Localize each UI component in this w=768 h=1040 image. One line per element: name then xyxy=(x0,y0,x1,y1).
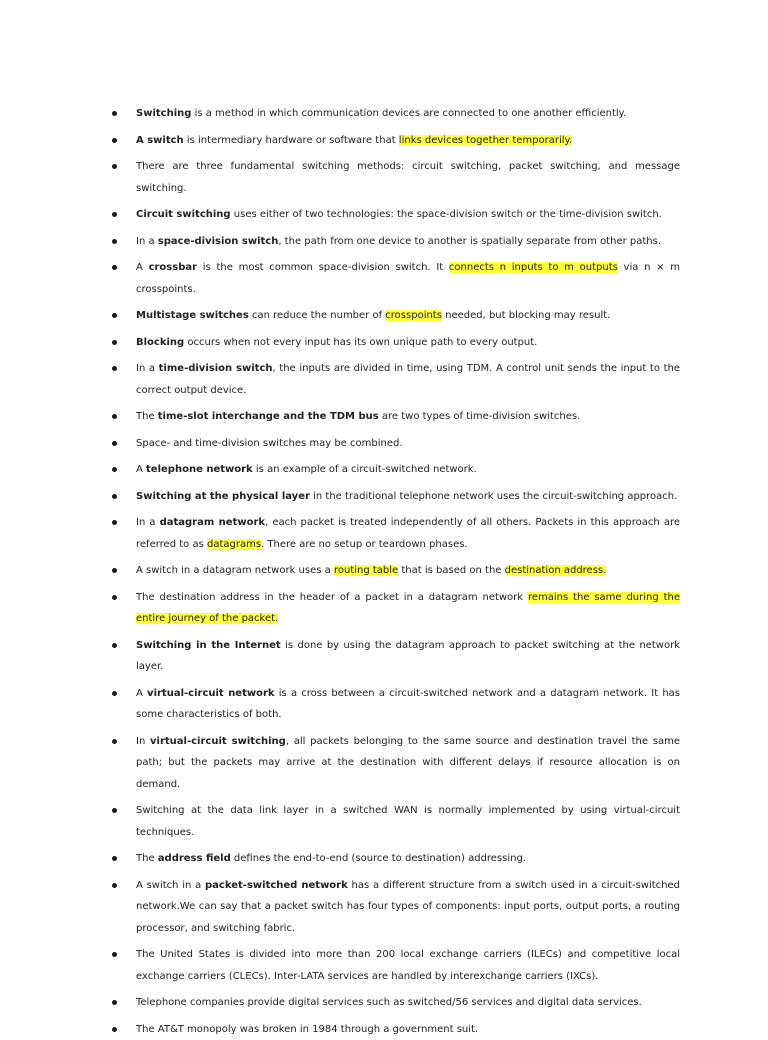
bullet-icon xyxy=(112,856,117,861)
bullet-icon xyxy=(112,467,117,472)
list-item xyxy=(0,231,680,253)
list-item xyxy=(0,512,680,555)
list-item xyxy=(0,130,680,152)
bold-term: space-division switch xyxy=(158,236,279,247)
text-segment: In a xyxy=(136,363,159,374)
text-segment: , the inputs are divided in time, using TDM. A control unit sends the input to the correct output device. xyxy=(136,363,680,396)
bullet-icon xyxy=(112,691,117,696)
list-item xyxy=(0,992,680,1014)
highlighted-text: remains the same during the entire journey of the packet. xyxy=(136,592,680,625)
list-item xyxy=(0,305,680,327)
text-segment: The destination address in the header of a packet in a datagram network xyxy=(136,592,528,603)
list-item xyxy=(0,635,680,678)
bullet-icon xyxy=(112,520,117,525)
text-segment: . There are no setup or teardown phases. xyxy=(261,539,468,550)
list-item xyxy=(0,560,680,582)
bullet-icon xyxy=(112,1027,117,1032)
text-segment: Telephone companies provide digital services such as switched/56 services and digital data services. xyxy=(136,997,642,1008)
list-item xyxy=(0,848,680,870)
bullet-icon xyxy=(112,265,117,270)
text-segment: A switch in a datagram network uses a xyxy=(136,565,334,576)
bold-term: crossbar xyxy=(149,262,197,273)
text-segment: In xyxy=(136,736,150,747)
list-item xyxy=(0,1019,680,1040)
text-segment: , each packet is treated independently of all others. Packets in this approach are referred to as xyxy=(136,517,680,550)
bullet-icon xyxy=(112,883,117,888)
text-segment: A xyxy=(136,688,147,699)
list-item xyxy=(0,587,680,630)
bullet-icon xyxy=(112,164,117,169)
text-segment: Switching at the data link layer in a switched WAN is normally implemented by using virtual-circuit techniques. xyxy=(136,805,680,838)
bold-term: virtual-circuit network xyxy=(147,688,275,699)
highlighted-text: datagrams xyxy=(207,539,261,550)
text-segment: In a xyxy=(136,517,160,528)
text-segment: is a method in which communication devices are connected to one another efficiently. xyxy=(191,108,626,119)
bold-term: datagram network xyxy=(160,517,265,528)
bullet-icon xyxy=(112,313,117,318)
list-item xyxy=(0,944,680,987)
bold-term: Multistage switches xyxy=(136,310,249,321)
bullet-icon xyxy=(112,952,117,957)
text-segment: defines the end-to-end (source to destination) addressing. xyxy=(231,853,526,864)
text-segment: are two types of time-division switches. xyxy=(379,411,581,422)
highlighted-text: routing table xyxy=(334,565,398,576)
bold-term: time-division switch xyxy=(159,363,273,374)
text-segment: The xyxy=(136,411,158,422)
list-item xyxy=(0,204,680,226)
text-segment: occurs when not every input has its own unique path to every output. xyxy=(184,337,537,348)
bullet-icon xyxy=(112,111,117,116)
bullet-icon xyxy=(112,1000,117,1005)
bullet-icon xyxy=(112,340,117,345)
list-item xyxy=(0,459,680,481)
bold-term: A switch xyxy=(136,135,184,146)
bullet-icon xyxy=(112,739,117,744)
bold-term: Switching xyxy=(136,108,191,119)
bullet-icon xyxy=(112,366,117,371)
highlighted-text: crosspoints xyxy=(385,310,442,321)
text-segment: There are three fundamental switching methods: circuit switching, packet switching, and message switching. xyxy=(136,161,680,194)
highlighted-text: connects n inputs to m outputs xyxy=(449,262,618,273)
list-item xyxy=(0,103,680,125)
text-segment: , all packets belonging to the same source and destination travel the same path; but the packets may arrive at the destination with different delays if resource allocation is on demand. xyxy=(136,736,680,790)
text-segment: via n × m crosspoints. xyxy=(136,262,680,295)
text-segment: The AT&T monopoly was broken in 1984 through a government suit. xyxy=(136,1024,478,1035)
list-item xyxy=(0,406,680,428)
bold-term: Blocking xyxy=(136,337,184,348)
text-segment: A xyxy=(136,464,146,475)
text-segment: that is based on the xyxy=(398,565,504,576)
text-segment: Space- and time-division switches may be combined. xyxy=(136,438,403,449)
bullet-icon xyxy=(112,643,117,648)
text-segment: The United States is divided into more than 200 local exchange carriers (ILECs) and competitive local exchange carriers (CLECs). Inter-LATA services are handled by interexchange carriers (IXCs). xyxy=(136,949,680,982)
text-segment: is an example of a circuit-switched network. xyxy=(253,464,477,475)
text-segment: In a xyxy=(136,236,158,247)
bold-term: telephone network xyxy=(146,464,253,475)
bullet-icon xyxy=(112,568,117,573)
text-segment: The xyxy=(136,853,158,864)
list-item xyxy=(0,257,680,300)
text-segment: can reduce the number of xyxy=(249,310,386,321)
list-item xyxy=(0,358,680,401)
list-item xyxy=(0,156,680,199)
bold-term: Switching at the physical layer xyxy=(136,491,310,502)
bold-term: packet-switched network xyxy=(205,880,348,891)
bullet-icon xyxy=(112,595,117,600)
bold-term: virtual-circuit switching xyxy=(150,736,286,747)
text-segment: A switch in a xyxy=(136,880,205,891)
text-segment: is the most common space-division switch. It xyxy=(197,262,449,273)
bold-term: Switching in the Internet xyxy=(136,640,281,651)
bullet-icon xyxy=(112,239,117,244)
text-segment: is a cross between a circuit-switched network and a datagram network. It has some characteristics of both. xyxy=(136,688,680,721)
bullet-icon xyxy=(112,441,117,446)
list-item xyxy=(0,433,680,455)
highlighted-text: destination address. xyxy=(505,565,607,576)
bullet-icon xyxy=(112,138,117,143)
text-segment: is intermediary hardware or software that xyxy=(184,135,399,146)
list-item xyxy=(0,875,680,940)
bullet-icon xyxy=(112,494,117,499)
text-segment: has a different structure from a switch used in a circuit-switched network.We can say that a packet switch has four types of components: input ports, output ports, a routing processor, and switching fabric. xyxy=(136,880,680,934)
bullet-icon xyxy=(112,212,117,217)
list-item xyxy=(0,800,680,843)
text-segment: uses either of two technologies: the space-division switch or the time-division switch. xyxy=(231,209,662,220)
list-item xyxy=(0,731,680,796)
text-segment: in the traditional telephone network uses the circuit-switching approach. xyxy=(310,491,677,502)
bold-term: address field xyxy=(158,853,231,864)
list-item xyxy=(0,486,680,508)
bullet-icon xyxy=(112,414,117,419)
text-segment: is done by using the datagram approach to packet switching at the network layer. xyxy=(136,640,680,673)
bullet-icon xyxy=(112,808,117,813)
list-item xyxy=(0,332,680,354)
text-segment: needed, but blocking may result. xyxy=(442,310,610,321)
highlighted-text: links devices together temporarily. xyxy=(399,135,572,146)
bold-term: time-slot interchange and the TDM bus xyxy=(158,411,379,422)
text-segment: A xyxy=(136,262,149,273)
bold-term: Circuit switching xyxy=(136,209,231,220)
text-segment: , the path from one device to another is spatially separate from other paths. xyxy=(278,236,661,247)
list-item xyxy=(0,683,680,726)
